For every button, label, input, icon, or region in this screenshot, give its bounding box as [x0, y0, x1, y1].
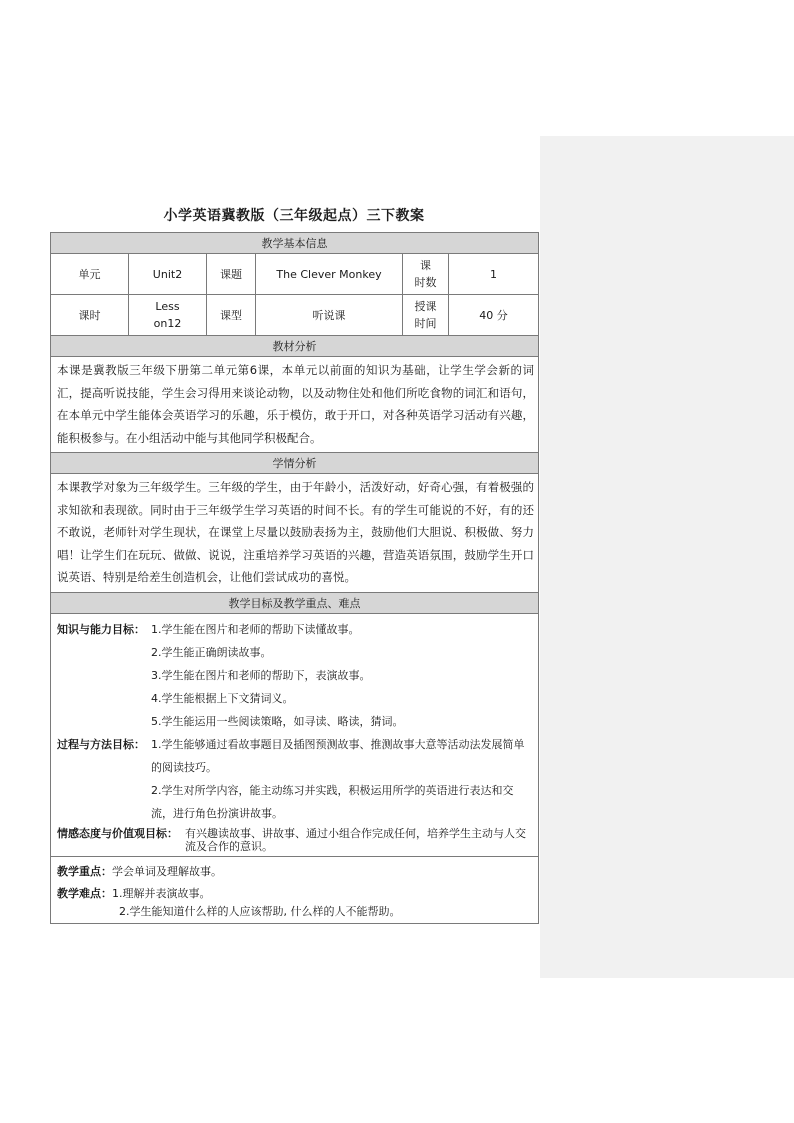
focus-cell — [51, 856, 539, 923]
knowledge-goal-item: 4.学生能根据上下文猜词义。 — [151, 691, 294, 705]
knowledge-goal-label: 知识与能力目标： — [57, 622, 145, 636]
material-header: 教材分析 — [51, 336, 539, 357]
students-header: 学情分析 — [51, 453, 539, 474]
emotion-goal — [57, 827, 538, 853]
knowledge-goal-item: 1.学生能在图片和老师的帮助下读懂故事。 — [151, 622, 360, 636]
difficult-point-item: 2.学生能知道什么样的人应该帮助, 什么样的人不能帮助。 — [119, 904, 401, 918]
process-goal-item: 1.学生能够通过看故事题目及插图预测故事、推测故事大意等活动法发展简单的阅读技巧。 — [151, 737, 525, 774]
knowledge-goal — [57, 618, 538, 641]
unit-value: Unit2 — [129, 254, 207, 295]
difficult-point-label: 教学难点： — [57, 886, 112, 900]
knowledge-goal-item: 5.学生能运用一些阅读策略，如寻读、略读，猜词。 — [151, 714, 404, 728]
difficult-point-item: 1.理解并表演故事。 — [112, 886, 211, 900]
goals-cell — [51, 613, 539, 856]
students-text: 本课教学对象为三年级学生。三年级的学生，由于年龄小，活泼好动，好奇心强，有着极强的求知欲和表现欲。同时由于三年级学生学习英语的时间不长。有的学生可能说的不好，有的还不敢说，老师针对学生现状，在课堂上尽量以鼓励表扬为主，鼓励他们大胆说、积极做、努力唱！让学生们在玩玩、做做、说说，注重培养学习英语的兴趣，营造英语氛围，鼓励学生开口说英语、特别是给差生创造机会，让他们尝试成功的喜悦。 — [51, 474, 539, 593]
process-goal-item: 2.学生对所学内容，能主动练习并实践，积极运用所学的英语进行表达和交流，进行角色扮演讲故事。 — [151, 783, 514, 820]
key-point-text: 学会单词及理解故事。 — [112, 864, 222, 878]
lesson-value-line-2: on12 — [153, 317, 182, 330]
emotion-goal-label: 情感态度与价值观目标： — [57, 826, 178, 840]
hours-label — [403, 254, 449, 295]
time-label-line-2: 时间 — [414, 317, 437, 330]
hours-label-line-1: 课 — [420, 259, 431, 272]
lesson-plan-table — [50, 232, 539, 924]
process-goal — [57, 779, 538, 825]
key-point — [57, 861, 538, 883]
emotion-goal-text: 有兴趣读故事、讲故事、通过小组合作完成任何，培养学生主动与人交流及合作的意识。 — [185, 826, 526, 853]
time-label-line-1: 授课 — [414, 300, 437, 313]
lesson-label: 课时 — [51, 295, 129, 336]
process-goal-label: 过程与方法目标： — [57, 737, 145, 751]
document-title: 小学英语冀教版（三年级起点）三下教案 — [163, 208, 425, 224]
topic-label: 课题 — [207, 254, 256, 295]
unit-label: 单元 — [51, 254, 129, 295]
hours-value: 1 — [449, 254, 539, 295]
goals-header: 教学目标及教学重点、难点 — [51, 592, 539, 613]
info-row-lesson — [51, 295, 539, 336]
knowledge-goal-item: 2.学生能正确朗读故事。 — [151, 645, 272, 659]
key-point-label: 教学重点： — [57, 864, 112, 878]
material-text: 本课是冀教版三年级下册第二单元第6课，本单元以前面的知识为基础，让学生学会新的词汇，提高听说技能，学生会习得用来谈论动物，以及动物住处和他们所吃食物的词汇和语句，在本单元中学生能体会英语学习的乐趣，乐于模仿，敢于开口，对各种英语学习活动有兴趣，能积极参与。在小组活动中能与其他同学积极配合。 — [51, 357, 539, 453]
hours-label-line-2: 时数 — [414, 276, 437, 289]
basic-info-header: 教学基本信息 — [51, 233, 539, 254]
lesson-value — [129, 295, 207, 336]
comment-pane — [540, 136, 794, 978]
time-label — [403, 295, 449, 336]
lesson-value-line-1: Less — [155, 300, 180, 313]
knowledge-goal-item: 3.学生能在图片和老师的帮助下，表演故事。 — [151, 668, 371, 682]
topic-value: The Clever Monkey — [256, 254, 403, 295]
difficult-point — [57, 883, 538, 905]
process-goal — [57, 733, 538, 779]
time-value: 40 分 — [449, 295, 539, 336]
type-value: 听说课 — [256, 295, 403, 336]
info-row-unit — [51, 254, 539, 295]
type-label: 课型 — [207, 295, 256, 336]
